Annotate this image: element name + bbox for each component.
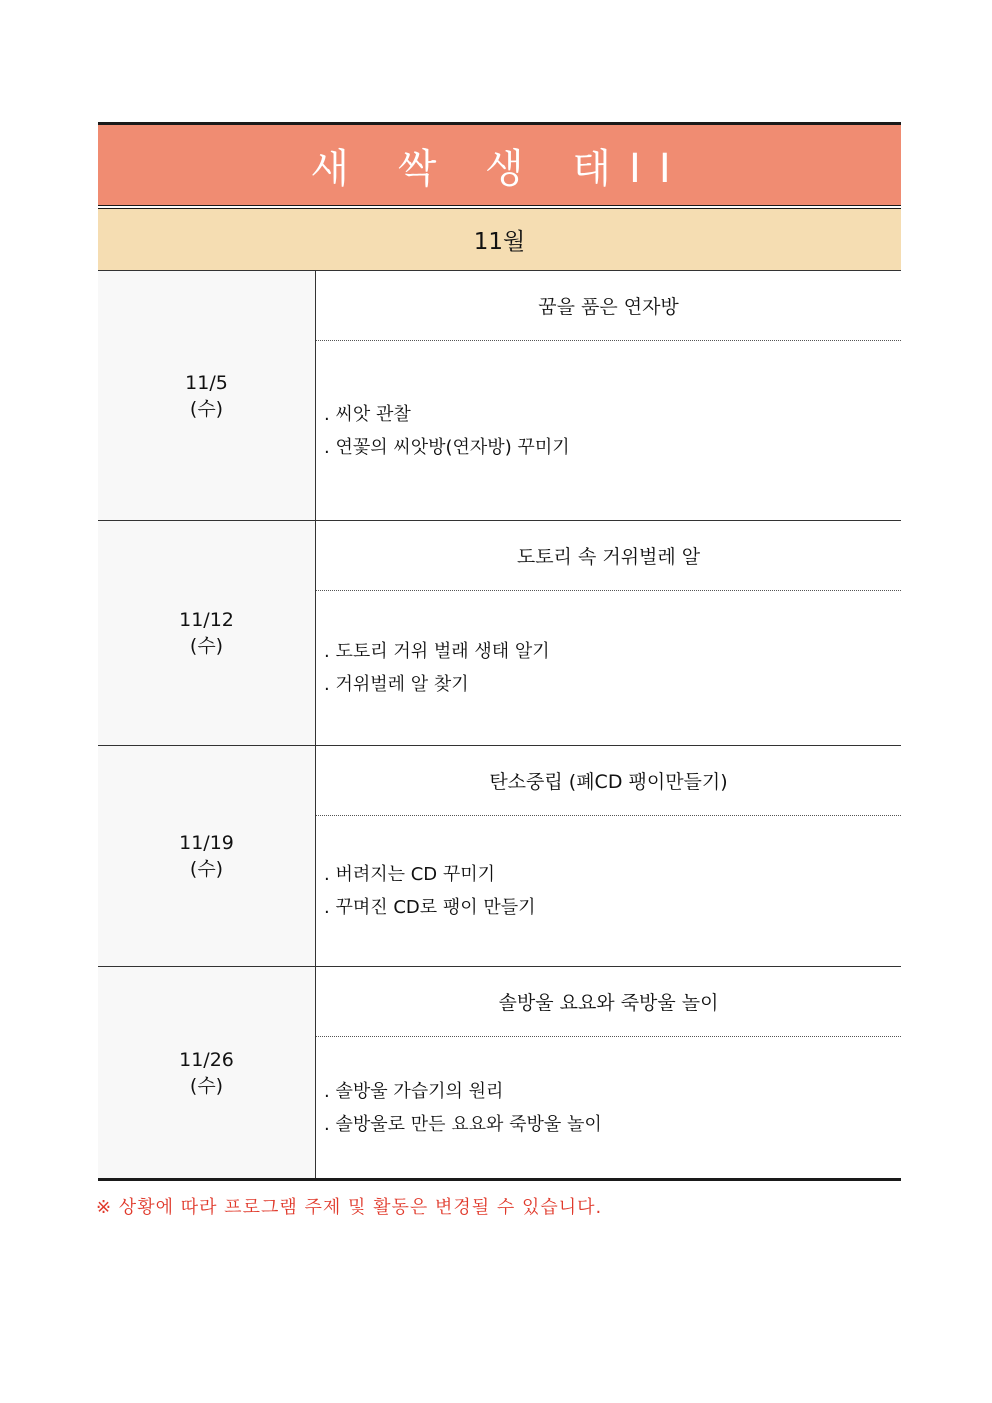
program-table bbox=[98, 122, 901, 1181]
activity-list bbox=[316, 1037, 901, 1178]
activity-list bbox=[316, 591, 901, 745]
activity-item: . 씨앗 관찰 bbox=[324, 398, 901, 431]
session-topic: 꿈을 품은 연자방 bbox=[316, 271, 901, 341]
activity-list bbox=[316, 816, 901, 966]
activity-item: . 꾸며진 CD로 팽이 만들기 bbox=[324, 891, 901, 924]
activity-item: . 버려지는 CD 꾸미기 bbox=[324, 858, 901, 891]
activity-item: . 솔방울 가습기의 원리 bbox=[324, 1075, 901, 1108]
program-title: 새 싹 생 태II bbox=[98, 122, 901, 206]
session-row bbox=[98, 271, 901, 521]
session-row bbox=[98, 746, 901, 967]
activity-item: . 솔방울로 만든 요요와 죽방울 놀이 bbox=[324, 1108, 901, 1141]
session-day: (수) bbox=[189, 635, 224, 657]
date-cell bbox=[98, 271, 316, 520]
activity-item: . 연꽃의 씨앗방(연자방) 꾸미기 bbox=[324, 431, 901, 464]
activity-list bbox=[316, 341, 901, 520]
session-topic: 솔방울 요요와 죽방울 놀이 bbox=[316, 967, 901, 1037]
session-day: (수) bbox=[189, 858, 224, 880]
session-date: 11/26 bbox=[179, 1048, 234, 1071]
session-date: 11/19 bbox=[179, 832, 234, 854]
content-cell bbox=[316, 967, 901, 1178]
date-cell bbox=[98, 967, 316, 1178]
session-row bbox=[98, 967, 901, 1181]
month-header: 11월 bbox=[98, 208, 901, 271]
session-topic: 도토리 속 거위벌레 알 bbox=[316, 521, 901, 591]
session-date: 11/5 bbox=[185, 371, 228, 394]
session-topic: 탄소중립 (폐CD 팽이만들기) bbox=[316, 746, 901, 816]
session-date: 11/12 bbox=[179, 609, 234, 631]
content-cell bbox=[316, 746, 901, 966]
session-row bbox=[98, 521, 901, 746]
session-day: (수) bbox=[189, 1074, 224, 1097]
content-cell bbox=[316, 521, 901, 745]
activity-item: . 거위벌레 알 찾기 bbox=[324, 668, 901, 701]
activity-item: . 도토리 거위 벌래 생태 알기 bbox=[324, 635, 901, 668]
change-notice: ※ 상황에 따라 프로그램 주제 및 활동은 변경될 수 있습니다. bbox=[96, 1197, 603, 1218]
content-cell bbox=[316, 271, 901, 520]
date-cell bbox=[98, 746, 316, 966]
session-day: (수) bbox=[189, 397, 224, 420]
date-cell bbox=[98, 521, 316, 745]
